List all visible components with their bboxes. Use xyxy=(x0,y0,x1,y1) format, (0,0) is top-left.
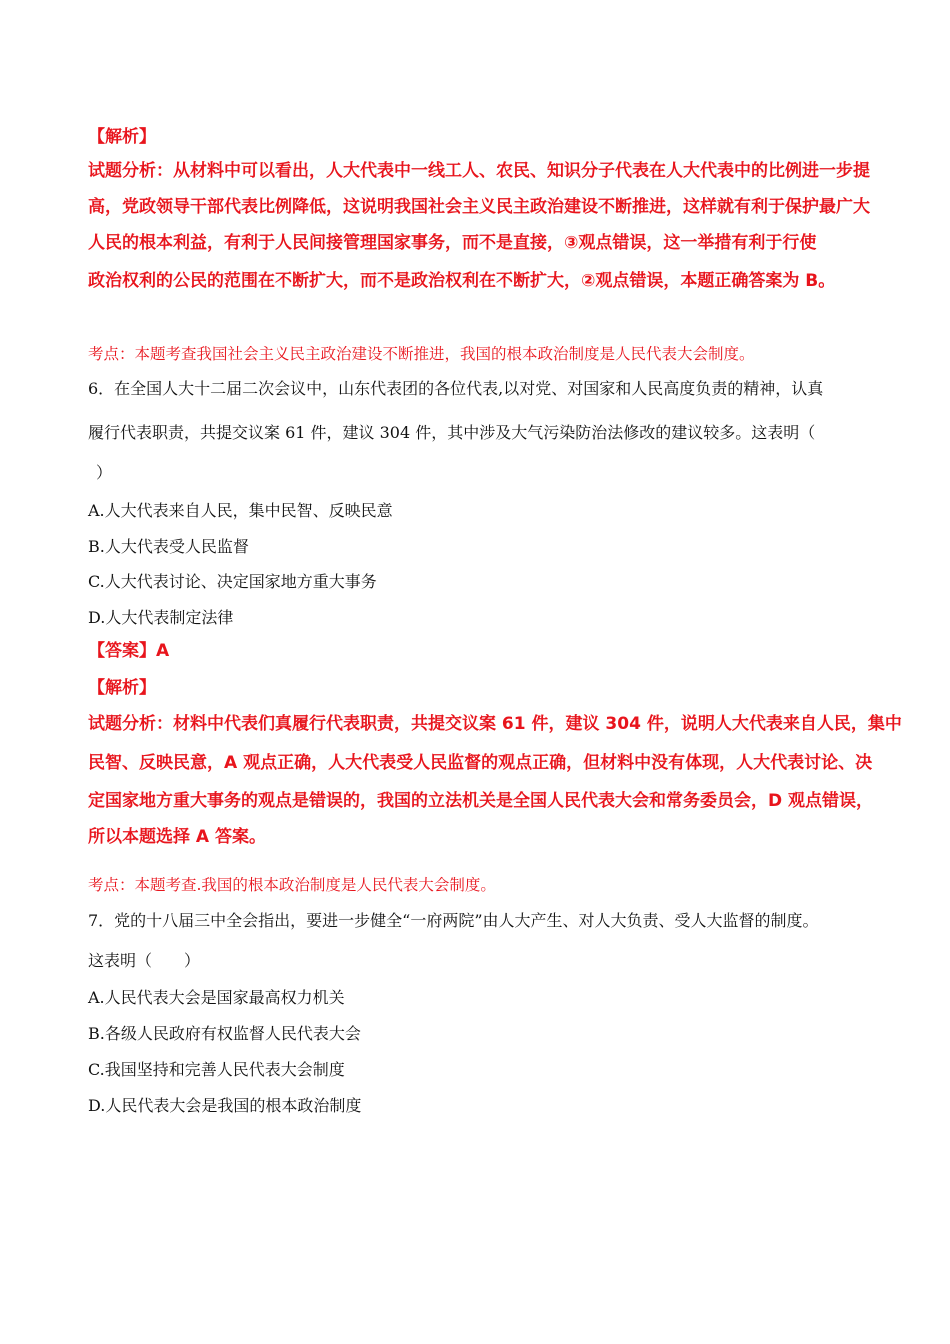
option-c: C.我国坚持和完善人民代表大会制度 xyxy=(88,1060,345,1079)
analysis-line: 试题分析：从材料中可以看出，人大代表中一线工人、农民、知识分子代表在人大代表中的比例进一步提 xyxy=(88,161,870,181)
analysis-line: 民智、反映民意，A 观点正确，人大代表受人民监督的观点正确，但材料中没有体现，人大代表讨论、决 xyxy=(88,753,873,773)
answer-label: 【答案】A xyxy=(88,641,170,661)
analysis-line: 人民的根本利益，有利于人民间接管理国家事务，而不是直接，③观点错误，这一举措有利于行使 xyxy=(88,233,817,253)
option-b: B.各级人民政府有权监督人民代表大会 xyxy=(88,1024,361,1043)
option-d: D.人大代表制定法律 xyxy=(88,608,234,627)
analysis-line: 政治权利的公民的范围在不断扩大，而不是政治权利在不断扩大，②观点错误，本题正确答案为 B。 xyxy=(88,271,836,291)
kaodian-note: 考点：本题考查.我国的根本政治制度是人民代表大会制度。 xyxy=(88,876,496,894)
option-c: C.人大代表讨论、决定国家地方重大事务 xyxy=(88,572,377,591)
analysis-header: 【解析】 xyxy=(88,127,156,147)
analysis-line: 试题分析：材料中代表们真履行代表职责，共提交议案 61 件，建议 304 件，说明人大代表来自人民，集中 xyxy=(88,714,902,734)
option-a: A.人大代表来自人民，集中民智、反映民意 xyxy=(88,501,393,520)
option-b: B.人大代表受人民监督 xyxy=(88,537,249,556)
question-text: ） xyxy=(96,463,113,482)
option-a: A.人民代表大会是国家最高权力机关 xyxy=(88,988,345,1007)
question-text: 7．党的十八届三中全会指出，要进一步健全“一府两院”由人大产生、对人大负责、受人大监督的制度。 xyxy=(88,911,819,930)
question-text: 这表明（ ） xyxy=(88,951,201,970)
question-text: 履行代表职责，共提交议案 61 件，建议 304 件，其中涉及大气污染防治法修改的建议较多。这表明（ xyxy=(88,423,816,442)
analysis-header: 【解析】 xyxy=(88,678,156,698)
analysis-line: 定国家地方重大事务的观点是错误的，我国的立法机关是全国人民代表大会和常务委员会，D 观点错误， xyxy=(88,791,874,811)
analysis-line: 所以本题选择 A 答案。 xyxy=(88,827,266,847)
question-text: 6．在全国人大十二届二次会议中，山东代表团的各位代表,以对党、对国家和人民高度负责的精神，认真 xyxy=(88,379,824,398)
analysis-line: 高，党政领导干部代表比例降低，这说明我国社会主义民主政治建设不断推进，这样就有利于保护最广大 xyxy=(88,197,870,217)
kaodian-note: 考点：本题考查我国社会主义民主政治建设不断推进，我国的根本政治制度是人民代表大会制度。 xyxy=(88,345,755,363)
option-d: D.人民代表大会是我国的根本政治制度 xyxy=(88,1096,362,1115)
